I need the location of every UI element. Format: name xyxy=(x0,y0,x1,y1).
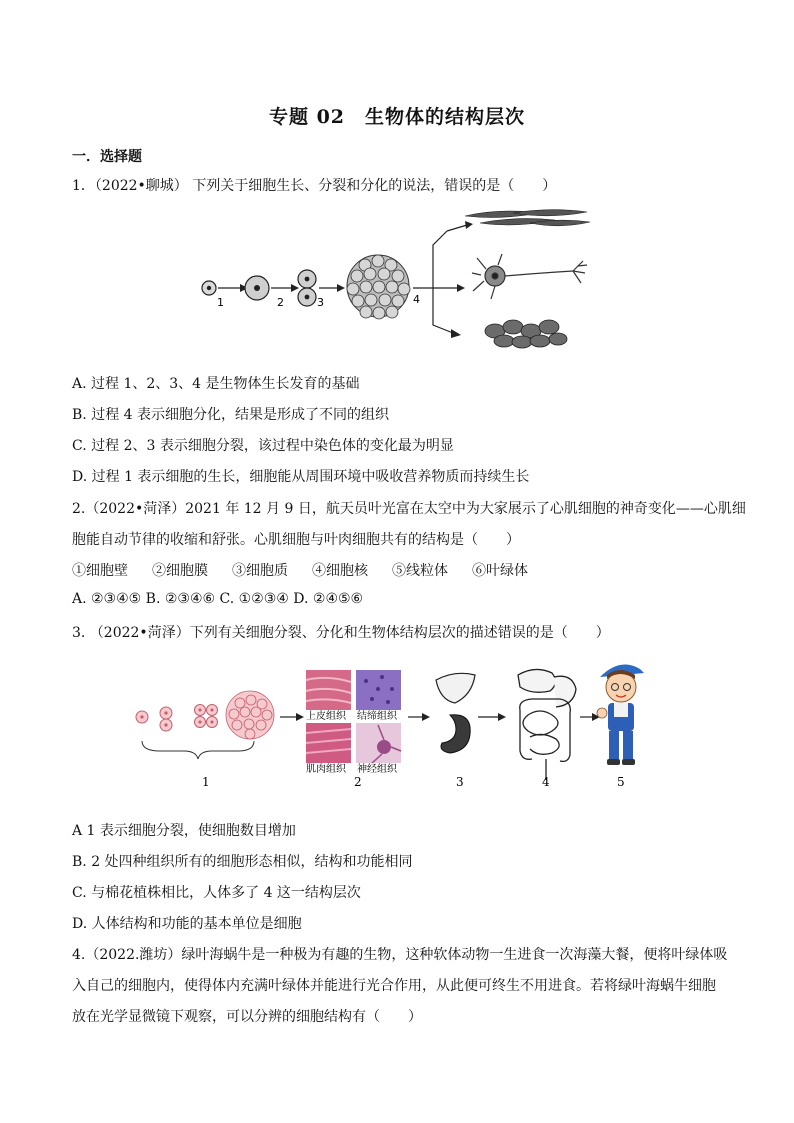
stomach-organ xyxy=(441,715,470,753)
q3-arrow-1-head xyxy=(296,713,304,721)
liver-organ xyxy=(436,673,475,703)
figure-label-3: 3 xyxy=(317,296,324,309)
q2-stem-line1: 2.（2022•菏泽）2021 年 12 月 9 日，航天员叶光富在太空中为大家展示了心肌细胞的神奇变化——心肌细 xyxy=(72,501,746,517)
q2-structure: ⑥叶绿体 xyxy=(472,563,528,579)
arrow-4-upper-head xyxy=(465,221,473,229)
group-brace xyxy=(142,741,254,759)
q1-option-a: A. 过程 1、2、3、4 是生物体生长发育的基础 xyxy=(72,376,360,392)
tissue-label-epithelial: 上皮组织 xyxy=(306,711,346,722)
q2-structure: ①细胞壁 xyxy=(72,563,128,579)
q2-structure: ⑤线粒体 xyxy=(392,563,448,579)
figure-label-4: 4 xyxy=(413,293,420,306)
q1-figure xyxy=(195,203,595,353)
stage-number-2: 2 xyxy=(354,775,362,789)
q1-option-d: D. 过程 1 表示细胞的生长，细胞能从周围环境中吸收营养物质而持续生长 xyxy=(72,469,530,485)
dividing-cells xyxy=(136,705,218,732)
arrow-4-upper xyxy=(433,231,447,288)
cell-cluster xyxy=(347,255,410,319)
arrow-4-lower-head xyxy=(451,329,461,338)
arrow-4-lower xyxy=(433,288,453,333)
q3-option-a: A 1 表示细胞分裂，使细胞数目增加 xyxy=(72,823,296,839)
q1-option-c: C. 过程 2、3 表示细胞分裂，该过程中染色体的变化最为明显 xyxy=(72,438,454,454)
cartoon-person xyxy=(597,665,644,766)
q2-options: A. ②③④⑤ B. ②③④⑥ C. ①②③④ D. ②④⑤⑥ xyxy=(72,591,364,607)
epithelial-cells xyxy=(485,320,567,348)
stage-number-1: 1 xyxy=(202,775,210,789)
arrow-4-upper-tip xyxy=(447,225,467,231)
q4-stem-line3: 放在光学显微镜下观察，可以分辨的细胞结构有（ ） xyxy=(72,1009,422,1025)
q3-figure xyxy=(120,655,660,795)
q4-stem-line2: 入自己的细胞内，使得体内充满叶绿体并能进行光合作用，从此便可终生不用进食。若将绿叶海蜗牛细胞 xyxy=(72,978,716,994)
tissue-label-nervous: 神经组织 xyxy=(357,764,397,775)
figure-label-2: 2 xyxy=(277,296,284,309)
q2-stem-line2: 胞能自动节律的收缩和舒张。心肌细胞与叶肉细胞共有的结构是（ ） xyxy=(72,532,520,548)
section-heading: 一．选择题 xyxy=(72,149,142,165)
q3-option-b: B. 2 处四种组织所有的细胞形态相似，结构和功能相同 xyxy=(72,854,413,870)
stage-number-4: 4 xyxy=(542,775,550,789)
q1-option-b: B. 过程 4 表示细胞分化，结果是形成了不同的组织 xyxy=(72,407,389,423)
cell-stage-3 xyxy=(298,270,316,306)
cell-stage-2 xyxy=(245,276,269,300)
cell-stage-1 xyxy=(202,281,216,295)
q1-stem: 1．（2022•聊城） 下列关于细胞生长、分裂和分化的说法，错误的是（ ） xyxy=(72,178,557,194)
neuron-cell xyxy=(472,254,587,299)
arrow-2-head xyxy=(291,284,299,292)
muscle-cells xyxy=(465,210,590,226)
q2-structure: ④细胞核 xyxy=(312,563,368,579)
tissue-label-muscle: 肌肉组织 xyxy=(306,764,346,775)
stage-number-5: 5 xyxy=(617,775,625,789)
q4-stem-line1: 4.（2022.潍坊）绿叶海蜗牛是一种极为有趣的生物，这种软体动物一生进食一次海藻大餐，便将叶绿体吸 xyxy=(72,947,728,963)
q3-arrow-2-head xyxy=(422,713,430,721)
arrow-3-head xyxy=(337,284,345,292)
figure-label-1: 1 xyxy=(217,296,224,309)
cell-mass xyxy=(226,691,274,739)
q2-structure: ③细胞质 xyxy=(232,563,288,579)
page-title: 专题 02 生物体的结构层次 xyxy=(268,106,526,128)
q2-structure: ②细胞膜 xyxy=(152,563,208,579)
q2-structure-list xyxy=(72,560,528,580)
tissue-label-connective: 结缔组织 xyxy=(357,711,397,722)
q3-option-d: D. 人体结构和功能的基本单位是细胞 xyxy=(72,916,302,932)
q3-arrow-3-head xyxy=(498,713,506,721)
q3-option-c: C. 与棉花植株相比，人体多了 4 这一结构层次 xyxy=(72,885,361,901)
arrow-4-middle-head xyxy=(457,284,465,292)
digestive-system xyxy=(518,669,576,780)
q3-stem: 3. （2022•菏泽）下列有关细胞分裂、分化和生物体结构层次的描述错误的是（ ） xyxy=(72,625,610,641)
stage-number-3: 3 xyxy=(456,775,464,789)
